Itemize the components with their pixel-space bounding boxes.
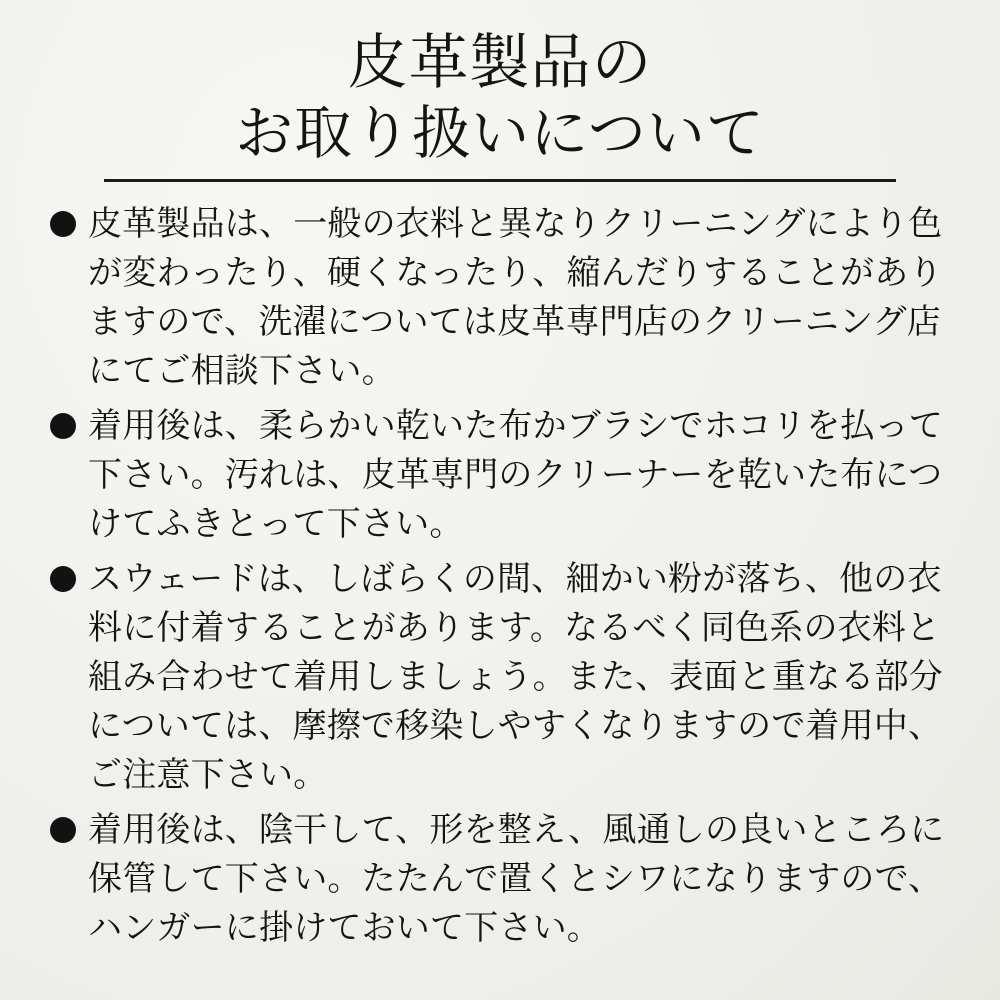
- page-title-line-2: お取り扱いについて: [235, 98, 765, 167]
- page-title-line-1: 皮革製品の: [347, 28, 653, 98]
- list-item-text: スウェードは、しばらくの間、細かい粉が落ち、他の衣料に付着することがあります。なるべく同色系の衣料と組み合わせて着用しましょう。また、表面と重なる部分については、摩擦で移染しやすくなりますので着用中、ご注意下さい。: [88, 558, 943, 795]
- bullet-icon: [50, 413, 76, 439]
- list-item-text: 着用後は、柔らかい乾いた布かブラシでホコリを払って下さい。汚れは、皮革専門のクリーナーを乾いた布につけてふきとって下さい。: [88, 406, 943, 544]
- list-item-text: 着用後は、陰干して、形を整え、風通しの良いところに保管して下さい。たたんで置くとシワになりますので、ハンガーに掛けておいて下さい。: [88, 809, 945, 948]
- list-item: [46, 806, 954, 953]
- bullet-icon: [50, 566, 76, 592]
- list-item: [46, 200, 954, 396]
- bullet-icon: [50, 211, 76, 237]
- list-item-text: 皮革製品は、一般の衣料と異なりクリーニングにより色が変わったり、硬くなったり、縮んだりすることがありますので、洗濯については皮革専門店のクリーニング店にてご相談下さい。: [88, 204, 943, 392]
- list-item: [46, 402, 954, 549]
- title-divider: [104, 179, 896, 182]
- care-instructions-list: [46, 200, 954, 952]
- bullet-icon: [50, 817, 76, 843]
- list-item: [46, 555, 954, 800]
- page-title: [46, 22, 954, 167]
